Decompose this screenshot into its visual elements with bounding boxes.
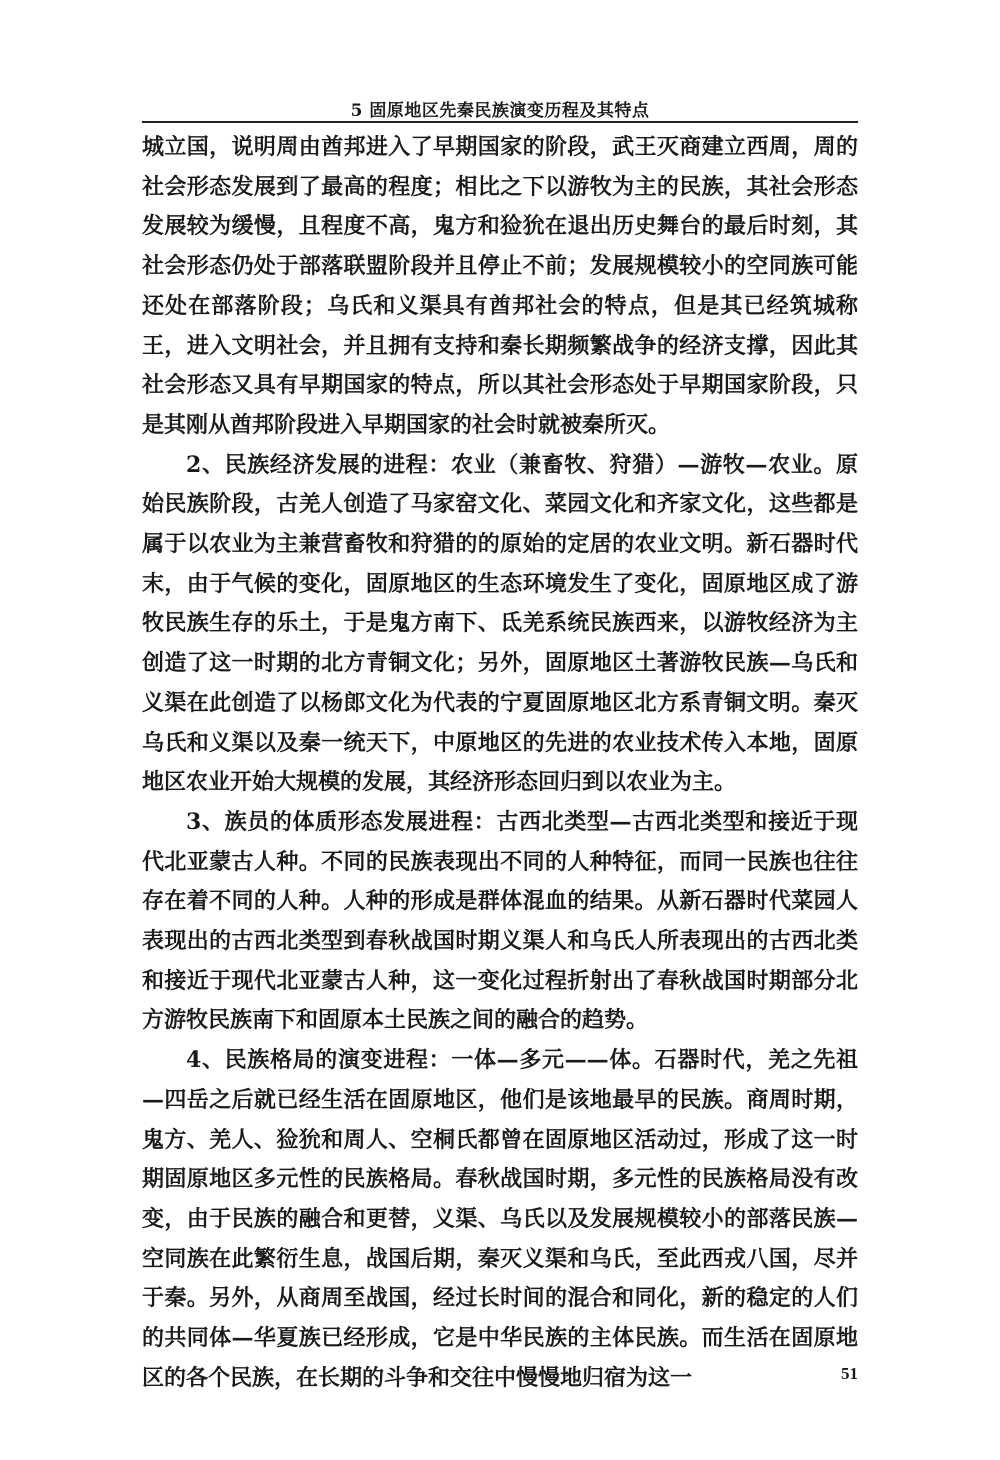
running-header-title: 5 固原地区先秦民族演变历程及其特点 <box>350 101 650 121</box>
paragraph-ethnic-pattern: 4、民族格局的演变进程：一体—多元——体。石器时代，羌之先祖—四岳之后就已经生活在固原地区，他们是该地最早的民族。商周时期，鬼方、羌人、猃狁和周人、空桐氏都曾在固原地区活动过，形成了这一时期固原地区多元性的民族格局。春秋战国时期，多元性的民族格局没有改变，由于民族的融合和更替，义渠、乌氏以及发展规模较小的部落民族—空同族在此繁衍生息，战国后期，秦灭义渠和乌氏，至此西戎八国，尽并于秦。另外，从商周至战国，经过长时间的混合和同化，新的稳定的人们的共同体—华夏族已经形成，它是中华民族的主体民族。而生活在固原地区的各个民族，在长期的斗争和交往中慢慢地归宿为这一 <box>142 1047 858 1391</box>
header-rule <box>142 121 858 123</box>
body-text <box>142 128 858 1399</box>
paragraph-continued: 城立国，说明周由酋邦进入了早期国家的阶段，武王灭商建立西周，周的社会形态发展到了最高的程度；相比之下以游牧为主的民族，其社会形态发展较为缓慢，且程度不高，鬼方和猃狁在退出历史舞台的最后时刻，其社会形态仍处于部落联盟阶段并且停止不前；发展规模较小的空同族可能还处在部落阶段；乌氏和义渠具有酋邦社会的特点，但是其已经筑城称王，进入文明社会，并且拥有支持和秦长期频繁战争的经济支撑，因此其社会形态又具有早期国家的特点，所以其社会形态处于早期国家阶段，只是其刚从酋邦阶段进入早期国家的社会时就被秦所灭。 <box>142 134 858 438</box>
paragraph-physique: 3、族员的体质形态发展进程：古西北类型—古西北类型和接近于现代北亚蒙古人种。不同的民族表现出不同的人种特征，而同一民族也往往存在着不同的人种。人种的形成是群体混血的结果。从新石器时代菜园人表现出的古西北类型到春秋战国时期义渠人和乌氏人所表现出的古西北类和接近于现代北亚蒙古人种，这一变化过程折射出了春秋战国时期部分北方游牧民族南下和固原本土民族之间的融合的趋势。 <box>142 808 858 1034</box>
paragraph-economy: 2、民族经济发展的进程：农业（兼畜牧、狩猎）—游牧—农业。原始民族阶段，古羌人创造了马家窑文化、菜园文化和齐家文化，这些都是属于以农业为主兼营畜牧和狩猎的的原始的定居的农业文明。新石器时代末，由于气候的变化，固原地区的生态环境发生了变化，固原地区成了游牧民族生存的乐土，于是鬼方南下、氐羌系统民族西来，以游牧经济为主创造了这一时期的北方青铜文化；另外，固原地区土著游牧民族—乌氏和义渠在此创造了以杨郎文化为代表的宁夏固原地区北方系青铜文明。秦灭乌氏和义渠以及秦一统天下，中原地区的先进的农业技术传入本地，固原地区农业开始大规模的发展，其经济形态回归到以农业为主。 <box>142 451 858 796</box>
page-number: 51 <box>841 1364 858 1383</box>
